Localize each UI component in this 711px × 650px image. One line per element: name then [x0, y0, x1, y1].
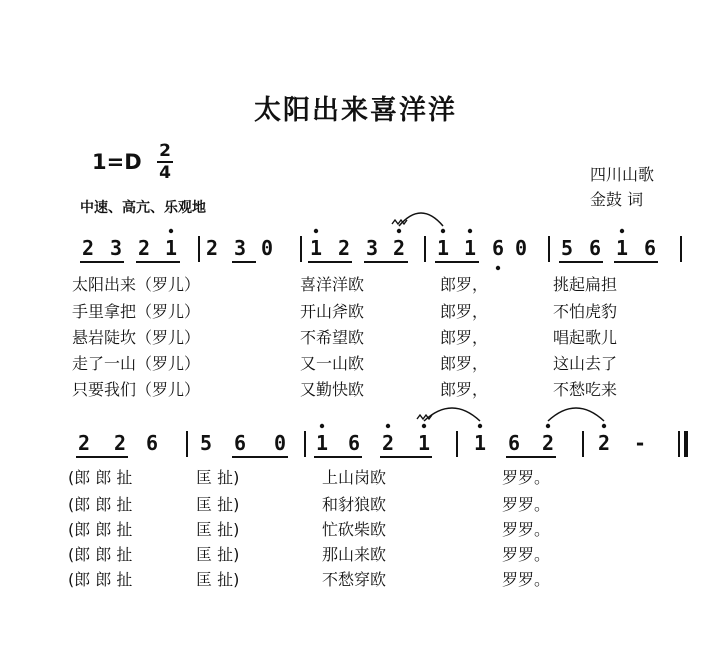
jianpu-note: 6 [145, 431, 159, 455]
lyric-text: 郎罗， [440, 275, 489, 294]
jianpu-note: 2 [392, 236, 406, 260]
jianpu-note: 2 [113, 431, 127, 455]
lyric-text: (郎 郎 扯 [68, 545, 133, 564]
jianpu-note: 3 [109, 236, 123, 260]
lyric-text: 不希望欧 [300, 328, 365, 347]
jianpu-note: 0 [514, 236, 528, 260]
high-octave-dot [169, 229, 173, 233]
jianpu-note: 0 [260, 236, 274, 260]
lyric-text: 上山岗欧 [322, 468, 387, 487]
lyric-text: 喜洋洋欧 [300, 275, 365, 294]
high-octave-dot [386, 424, 390, 428]
jianpu-note: 6 [588, 236, 602, 260]
lyric-text: 罗罗。 [502, 570, 551, 589]
lyric-text: 匡 扯) [196, 495, 240, 514]
slur [548, 408, 604, 421]
jianpu-note: 2 [597, 431, 611, 455]
jianpu-note: 5 [560, 236, 574, 260]
jianpu-note: 2 [137, 236, 151, 260]
jianpu-note: 1 [309, 236, 323, 260]
lyric-text: 罗罗。 [502, 495, 551, 514]
lyric-text: (郎 郎 扯 [68, 468, 133, 487]
lyric-text: 悬岩陡坎（罗儿） [72, 328, 201, 347]
jianpu-note: 1 [164, 236, 178, 260]
meter-top: 2 [159, 141, 171, 161]
lyric-text: 手里拿把（罗儿） [72, 302, 201, 321]
song-title: 太阳出来喜洋洋 [254, 95, 457, 126]
high-octave-dot [468, 229, 472, 233]
lyric-text: 太阳出来（罗儿） [72, 275, 201, 294]
jianpu-note: 6 [233, 431, 247, 455]
high-octave-dot [314, 229, 318, 233]
jianpu-note: 1 [473, 431, 487, 455]
jianpu-note: 1 [463, 236, 477, 260]
jianpu-note: 2 [81, 236, 95, 260]
lyric-text: 挑起扁担 [553, 275, 618, 294]
high-octave-dot [546, 424, 550, 428]
lyric-text: 又一山欧 [300, 354, 365, 373]
lyric-text: 唱起歌儿 [553, 328, 618, 347]
low-octave-dot [496, 266, 500, 270]
lyric-text: 郎罗， [440, 354, 489, 373]
lyric-text: 罗罗。 [502, 545, 551, 564]
lyric-text: 走了一山（罗儿） [72, 354, 201, 373]
lyric-text: 开山斧欧 [300, 302, 365, 321]
lyric-text: 不愁穿欧 [322, 570, 387, 589]
lyric-text: 和豺狼欧 [322, 495, 387, 514]
lyric-text: 匡 扯) [196, 570, 240, 589]
jianpu-note: 1 [436, 236, 450, 260]
high-octave-dot [422, 424, 426, 428]
jianpu-note: 1 [417, 431, 431, 455]
lyric-text: 这山去了 [553, 354, 618, 373]
lyricist-credit: 金鼓 词 [590, 190, 644, 209]
jianpu-note: 6 [507, 431, 521, 455]
slur [424, 408, 480, 421]
jianpu-note: 2 [337, 236, 351, 260]
jianpu-note: 3 [365, 236, 379, 260]
lyric-text: 忙砍柴欧 [322, 520, 387, 539]
jianpu-note: - [633, 431, 647, 455]
key-signature: 1=D [92, 150, 142, 174]
jianpu-note: 0 [273, 431, 287, 455]
high-octave-dot [441, 229, 445, 233]
high-octave-dot [320, 424, 324, 428]
high-octave-dot [602, 424, 606, 428]
high-octave-dot [620, 229, 624, 233]
lyric-text: (郎 郎 扯 [68, 520, 133, 539]
lyric-text: 罗罗。 [502, 468, 551, 487]
lyric-text: (郎 郎 扯 [68, 495, 133, 514]
jianpu-note: 6 [491, 236, 505, 260]
lyric-text: 郎罗， [440, 328, 489, 347]
lyric-text: 匡 扯) [196, 545, 240, 564]
jianpu-note: 1 [615, 236, 629, 260]
lyric-text: 那山来欧 [322, 545, 387, 564]
lyric-text: 郎罗， [440, 380, 489, 399]
jianpu-note: 6 [643, 236, 657, 260]
high-octave-dot [478, 424, 482, 428]
lyric-text: 郎罗， [440, 302, 489, 321]
jianpu-note: 2 [205, 236, 219, 260]
lyric-text: 罗罗。 [502, 520, 551, 539]
jianpu-note: 6 [347, 431, 361, 455]
jianpu-note: 3 [233, 236, 247, 260]
jianpu-note: 2 [77, 431, 91, 455]
lyric-text: 只要我们（罗儿） [72, 380, 201, 399]
jianpu-note: 2 [541, 431, 555, 455]
lyric-text: 不怕虎豹 [553, 302, 618, 321]
lyric-text: 不愁吃来 [553, 380, 618, 399]
lyric-text: (郎 郎 扯 [68, 570, 133, 589]
high-octave-dot [397, 229, 401, 233]
lyric-text: 又勤快欧 [300, 380, 365, 399]
meter-bottom: 4 [159, 163, 171, 183]
lyric-text: 匡 扯) [196, 468, 240, 487]
slur [399, 213, 443, 226]
jianpu-note: 2 [381, 431, 395, 455]
tempo-marking: 中速、高亢、乐观地 [80, 200, 206, 216]
jianpu-note: 1 [315, 431, 329, 455]
lyric-text: 匡 扯) [196, 520, 240, 539]
song-origin: 四川山歌 [590, 165, 655, 184]
jianpu-note: 5 [199, 431, 213, 455]
